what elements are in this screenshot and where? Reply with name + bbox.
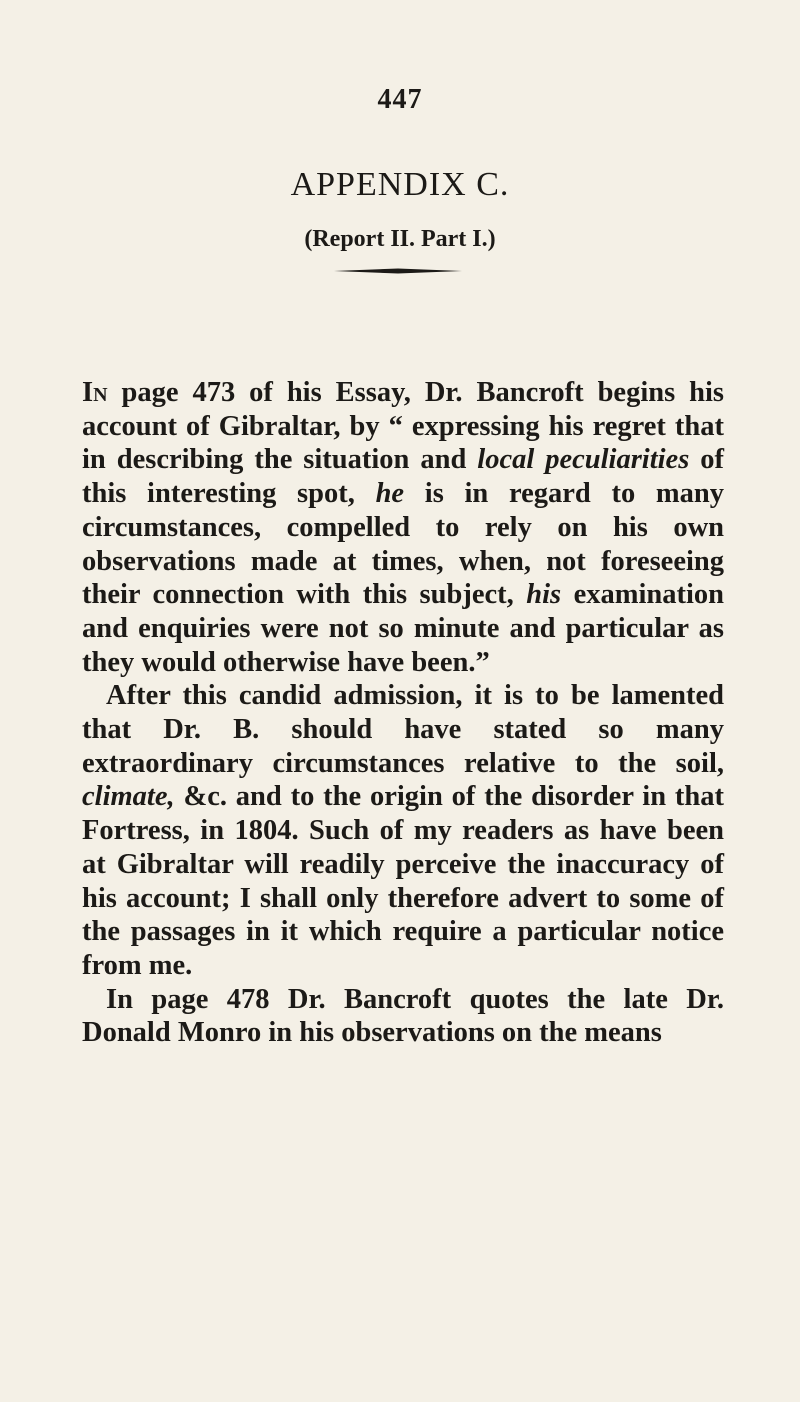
appendix-subtitle: (Report II. Part I.) xyxy=(304,226,496,252)
paragraph-2-text-b: &c. and to the origin of the disorder in that Fortress, in 1804. Such of my readers as have been at Gibraltar will readily perceive the inaccuracy of his account; I shall only therefore advert to some of the passages in it which require a particular notice from me. xyxy=(82,781,724,981)
paragraph-1-italic-b: he xyxy=(375,478,405,510)
appendix-title: APPENDIX C. xyxy=(290,166,510,203)
paragraph-2-italic-a: climate, xyxy=(82,781,175,813)
paragraph-1-text-b: of this interesting spot, xyxy=(82,444,724,510)
page-number: 447 xyxy=(377,84,423,115)
paragraph-1-text-c: is in regard to many circumstances, compelled to rely on his own observations made at times, when, not foreseeing their connection with this subject, xyxy=(82,478,724,611)
paragraph-2 xyxy=(82,679,724,982)
paragraph-3 xyxy=(82,983,724,1050)
paragraph-3-text-a: In page 478 Dr. Bancroft quotes the late Dr. Donald Monro in his observations on the means xyxy=(82,983,724,1049)
paragraph-1-text-a: page 473 of his Essay, Dr. Bancroft begins his account of Gibraltar, by “ expressing his regret that in describing the situation and xyxy=(82,377,724,476)
paragraph-1-italic-c: his xyxy=(526,579,562,611)
body-text xyxy=(82,376,724,1050)
paragraph-1-text-d: examination and enquiries were not so minute and particular as they would otherwise have been.” xyxy=(82,579,725,678)
decorative-rule xyxy=(334,268,462,271)
paragraph-2-text-a: After this candid admission, it is to be lamented that Dr. B. should have stated so many extraordinary circumstances relative to the soil, xyxy=(82,680,724,779)
paragraph-1 xyxy=(82,376,724,679)
paragraph-1-italic-a: local peculiarities xyxy=(477,444,690,476)
lead-word: In xyxy=(82,377,108,408)
